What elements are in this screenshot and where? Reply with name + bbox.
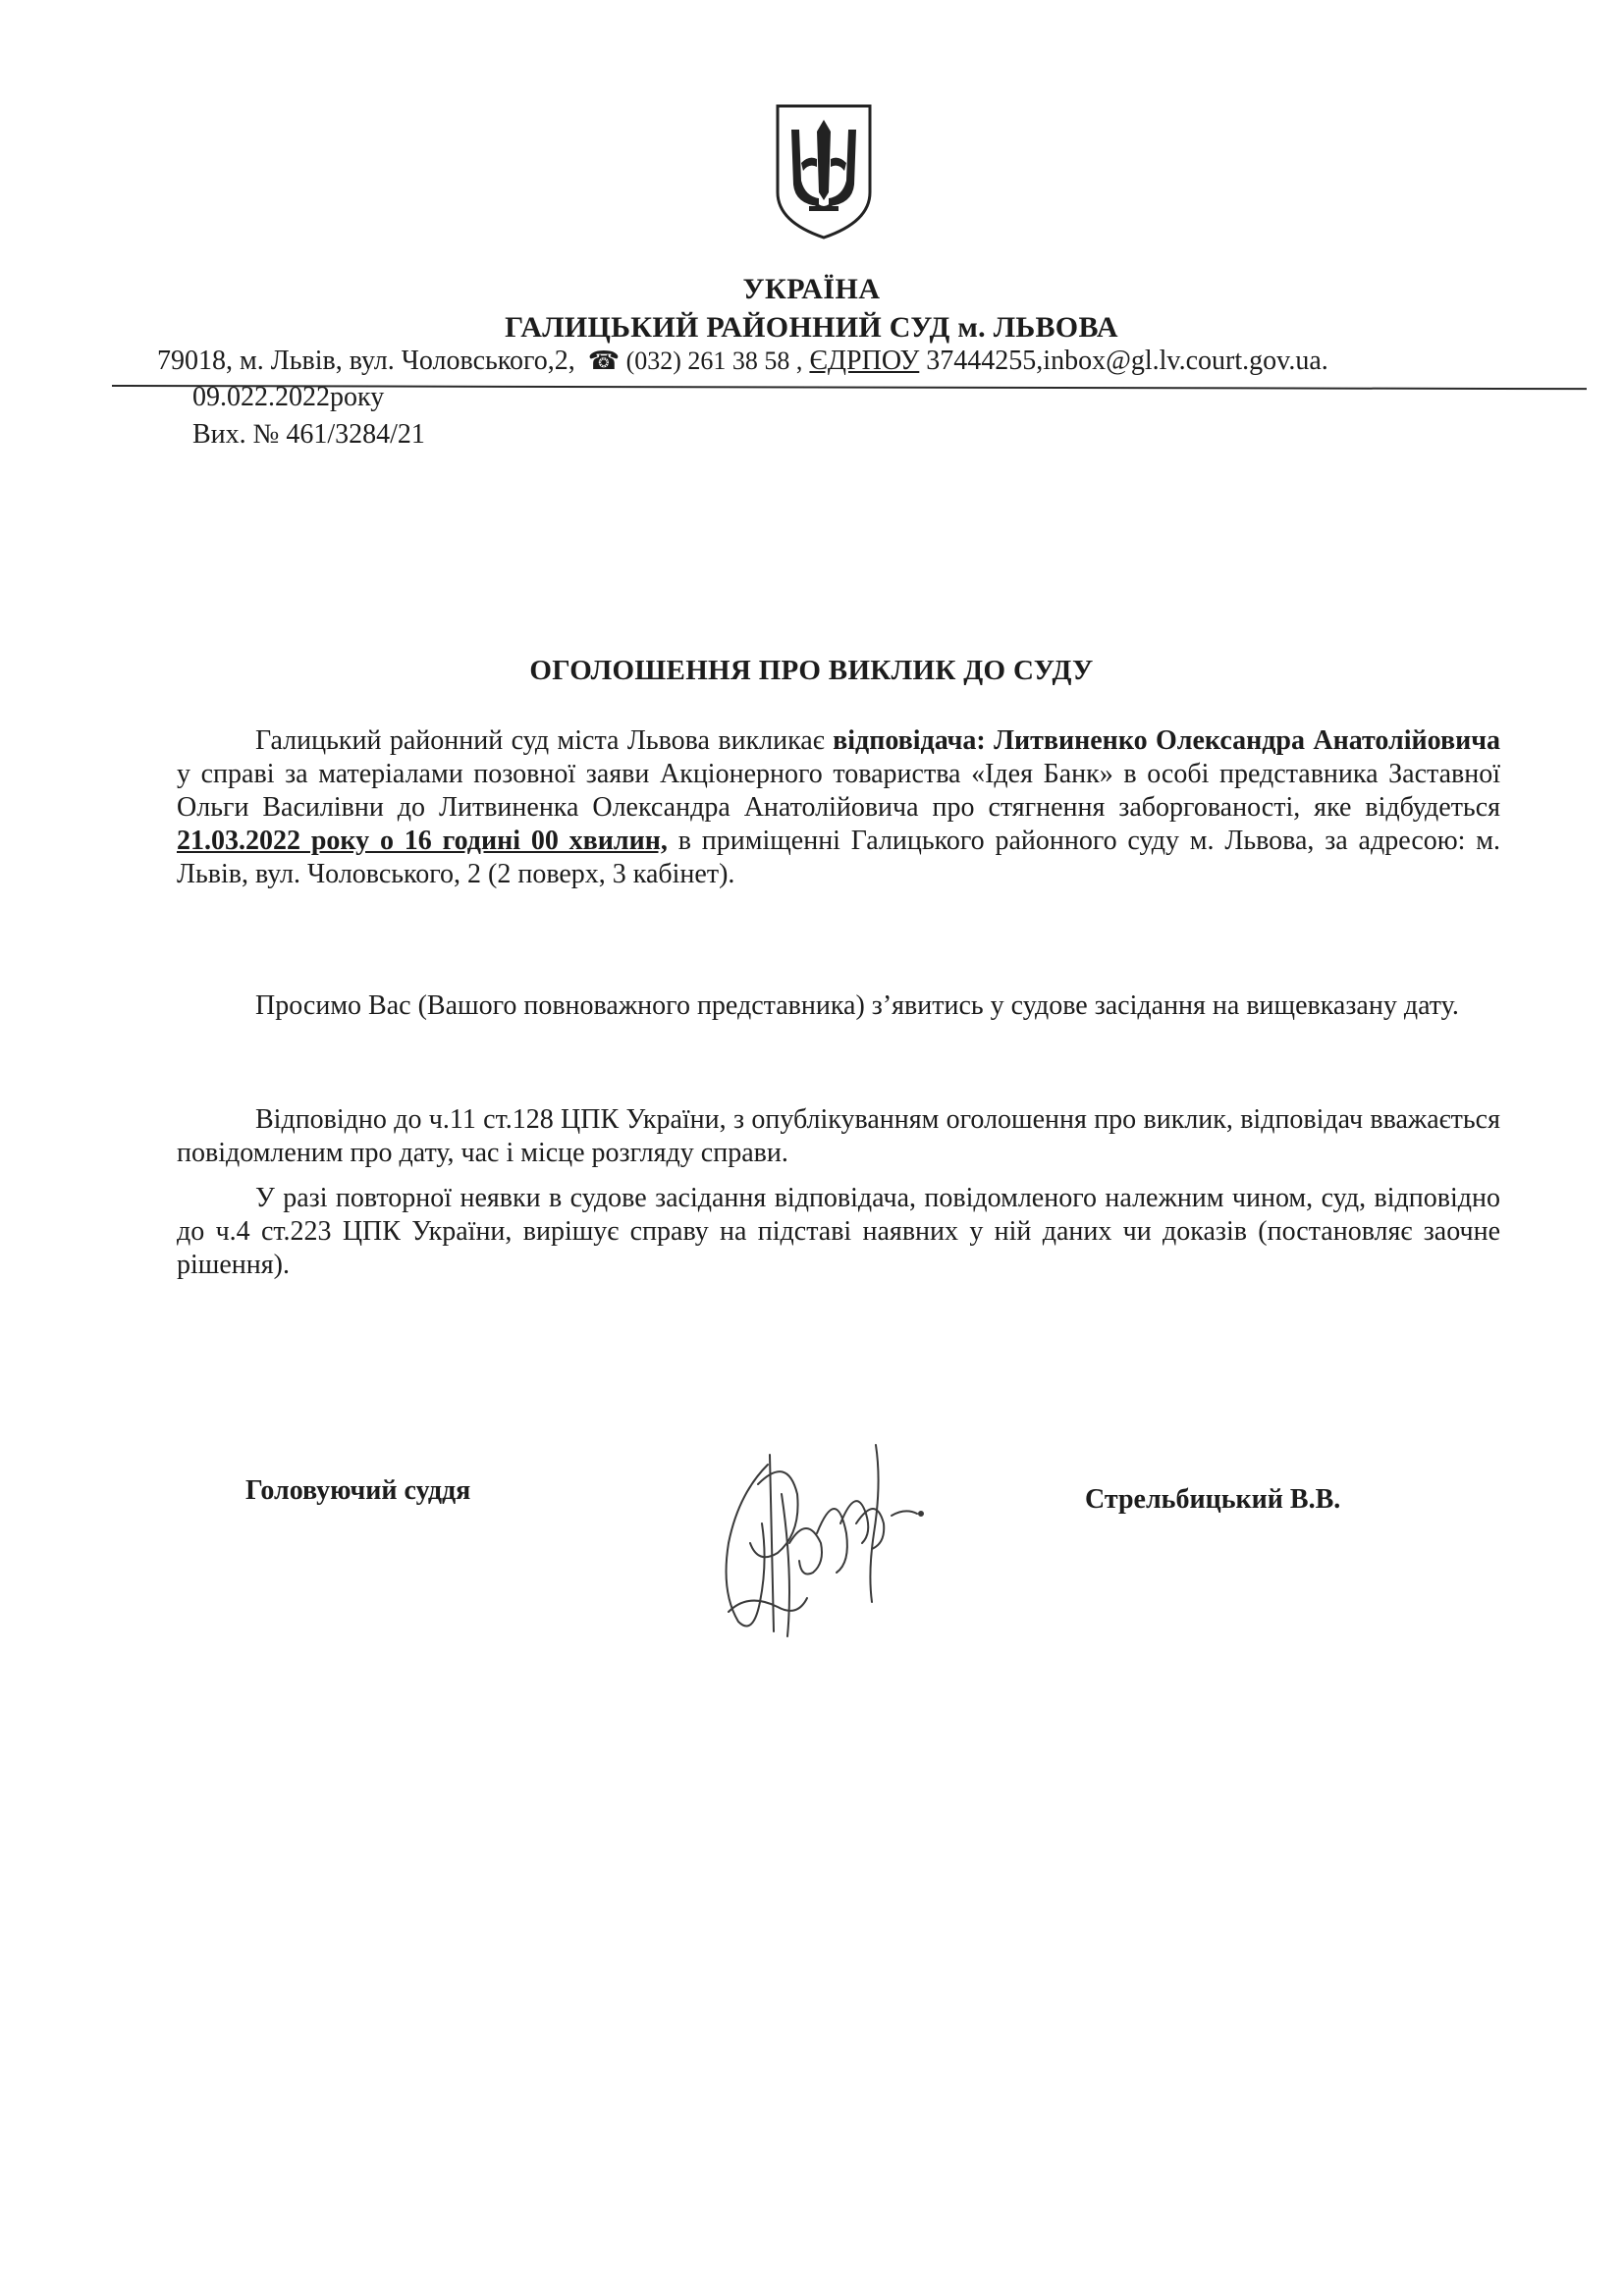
defendant-name: відповідача: Литвиненко Олександра Анатолійовича	[833, 725, 1500, 756]
edrpou-and-email: 37444255,inbox@gl.lv.court.gov.ua.	[926, 346, 1328, 376]
country-heading: УКРАЇНА	[742, 273, 881, 305]
document-title: ОГОЛОШЕННЯ ПРО ВИКЛИК ДО СУДУ	[529, 655, 1094, 686]
coat-of-arms-trident-icon	[772, 102, 876, 241]
judge-position: Головуючий суддя	[245, 1475, 471, 1506]
handwritten-signature	[699, 1425, 935, 1651]
notification-paragraph: Відповідно до ч.11 ст.128 ЦПК України, з опублікуванням оголошення про виклик, відповідач вважається повідомленим про дату, час і місце розгляду справи.	[177, 1104, 1500, 1168]
summons-text-3: в приміщенні Галицького районного суду м. Львова, за адресою: м. Львів, вул. Чоловського, 2 (2 поверх, 3 кабінет).	[177, 826, 1500, 889]
court-address: 79018, м. Львів, вул. Чоловського,2,	[157, 346, 575, 376]
default-judgment-paragraph: У разі повторної неявки в судове засідання відповідача, повідомленого належним чином, суд, відповідно до ч.4 ст.223 ЦПК України, вирішує справу на підставі наявних у ній даних чи доказів (постановляє заочне рішення).	[177, 1183, 1500, 1280]
court-contact-line	[157, 346, 1328, 377]
attendance-request-paragraph: Просимо Вас (Вашого повноважного представника) з’явитись у судове засідання на вищевказану дату.	[255, 990, 1459, 1021]
summons-paragraph	[177, 724, 1500, 891]
document-date: 09.022.2022року	[192, 382, 385, 412]
court-heading: ГАЛИЦЬКИЙ РАЙОННИЙ СУД м. ЛЬВОВА	[505, 311, 1118, 344]
judge-name: Стрельбицький В.В.	[1085, 1484, 1341, 1515]
court-phone: ☎ (032) 261 38 58 ,	[587, 347, 803, 375]
hearing-datetime: 21.03.2022 року о 16 годині 00 хвилин,	[177, 826, 668, 856]
summons-text-1: Галицький районний суд міста Львова викликає	[255, 725, 834, 756]
outgoing-number: Вих. № 461/3284/21	[192, 419, 425, 450]
summons-text-2: у справі за матеріалами позовної заяви Акціонерного товариства «Ідея Банк» в особі представника Заставної Ольги Василівни до Литвиненка Олександра Анатолійовича про стягнення заборгованості, яке відбудеться	[177, 759, 1500, 823]
edrpou-label: ЄДРПОУ	[809, 346, 920, 376]
